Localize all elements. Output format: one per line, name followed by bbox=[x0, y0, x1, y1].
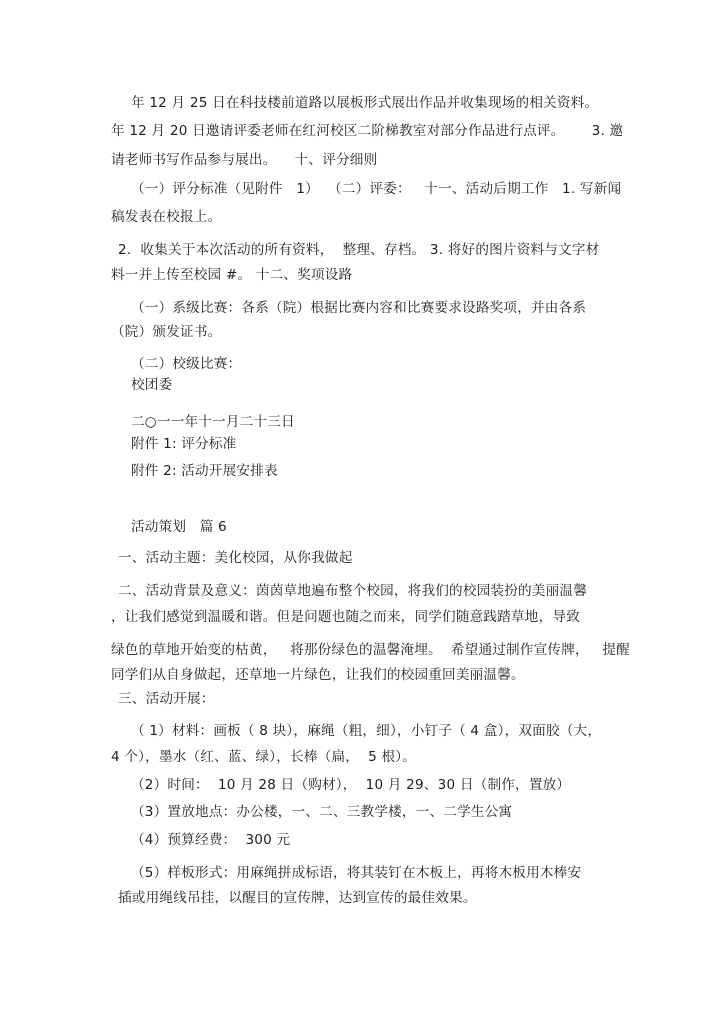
text-line-23: 4 个），墨水（红、蓝、绿），长棒（扁， 5 根）。 bbox=[111, 749, 417, 765]
text-line-24: （2）时间： 10 月 28 日（购材）， 10 月 29、30 日（制作，置放） bbox=[131, 777, 571, 793]
text-line-4: （一）评分标准（见附件 1） （二）评委： 十一、活动后期工作 1. 写新闻 bbox=[131, 181, 622, 197]
text-line-16: 一、活动主题：美化校园，从你我做起 bbox=[118, 550, 353, 566]
text-line-18: ，让我们感觉到温暖和谐。但是问题也随之而来，同学们随意践踏草地，导致 bbox=[111, 609, 580, 625]
text-line-5: 稿发表在校报上。 bbox=[111, 209, 222, 225]
attachment-2: 附件 2: 活动开展安排表 bbox=[131, 463, 278, 479]
text-line-6: 2. 收集关于本次活动的所有资料， 整理、存档。 3. 将好的图片资料与文字材 bbox=[118, 242, 600, 258]
text-line-8: （一）系级比赛：各系（院）根据比赛内容和比赛要求设路奖项，并由各系 bbox=[131, 300, 587, 316]
text-line-25: （3）置放地点：办公楼，一、二、三教学楼，一、二学生公寓 bbox=[131, 804, 513, 820]
text-line-27: （5）样板形式：用麻绳拼成标语，将其装钉在木板上，再将木板用木棒安 bbox=[131, 865, 582, 881]
text-line-2: 年 12 月 20 日邀请评委老师在红河校区二阶梯教室对部分作品进行点评。 3. 邀 bbox=[111, 123, 624, 139]
text-line-28: 插或用绳线吊挂，以醒目的宣传牌，达到宣传的最佳效果。 bbox=[118, 890, 477, 906]
text-line-3: 请老师书写作品参与展出。 十、评分细则 bbox=[111, 152, 378, 168]
text-line-10: （二）校级比赛： bbox=[131, 356, 242, 372]
attachment-1: 附件 1: 评分标准 bbox=[131, 436, 237, 452]
text-line-11: 校团委 bbox=[131, 377, 173, 393]
text-line-1: 年 12 月 25 日在科技楼前道路以展板形式展出作品并收集现场的相关资料。 bbox=[131, 95, 599, 111]
text-line-22: （ 1）材料：画板（ 8 块），麻绳（粗，细），小钉子（ 4 盒），双面胶（大， bbox=[131, 723, 602, 739]
section-title: 活动策划 篇 6 bbox=[131, 519, 227, 535]
text-line-7: 料一并上传至校园 #。 十二、奖项设路 bbox=[111, 267, 353, 283]
text-line-21: 三、活动开展： bbox=[118, 691, 215, 707]
text-line-19: 绿色的草地开始变的枯黄， 将那份绿色的温馨淹埋。 希望通过制作宣传牌， 提醒 bbox=[111, 642, 630, 658]
text-line-20: 同学们从自身做起，还草地一片绿色，让我们的校园重回美丽温馨。 bbox=[111, 667, 525, 683]
text-line-9: （院）颁发证书。 bbox=[111, 324, 222, 340]
text-line-26: （4）预算经费： 300 元 bbox=[131, 832, 291, 848]
text-line-17: 二、活动背景及意义：茵茵草地遍布整个校园，将我们的校园装扮的美丽温馨 bbox=[118, 583, 587, 599]
text-line-12: 二○一一年十一月二十三日 bbox=[131, 414, 295, 430]
